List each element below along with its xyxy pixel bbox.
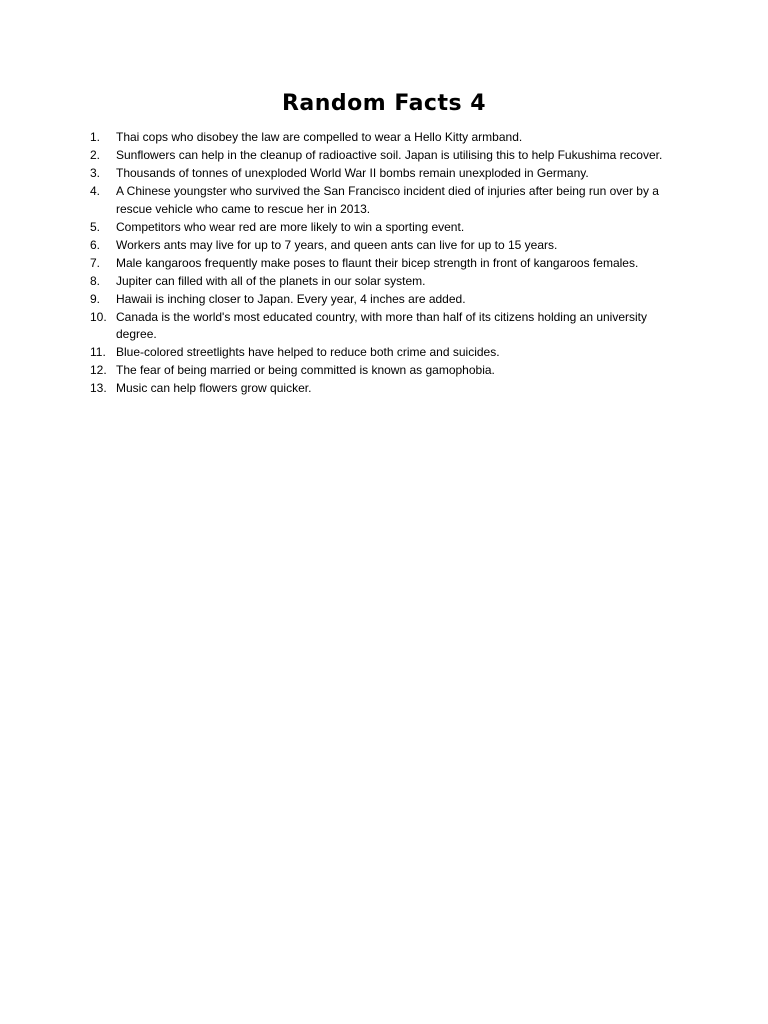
- list-item: [90, 147, 690, 165]
- list-item: [90, 273, 690, 291]
- list-item: [90, 129, 690, 147]
- list-item: [90, 165, 690, 183]
- list-item-text: Blue-colored streetlights have helped to reduce both crime and suicides.: [116, 345, 500, 359]
- list-item: [90, 183, 690, 218]
- list-item-number: 3.: [90, 166, 101, 180]
- list-item: [90, 255, 690, 273]
- list-item-number: 6.: [90, 237, 101, 252]
- list-item-text: Workers ants may live for up to 7 years, and queen ants can live for up to 15 years.: [116, 237, 558, 252]
- list-item-text: The fear of being married or being committed is known as gamophobia.: [116, 363, 495, 377]
- list-item: [90, 309, 690, 344]
- list-item-number: 8.: [90, 273, 101, 288]
- list-item-text: Male kangaroos frequently make poses to flaunt their bicep strength in front of kangaroos females.: [116, 255, 639, 270]
- list-item-text: Thousands of tonnes of unexploded World War II bombs remain unexploded in Germany.: [116, 166, 589, 180]
- page-title: Random Facts 4: [281, 91, 487, 116]
- list-item-text: Hawaii is inching closer to Japan. Every year, 4 inches are added.: [116, 291, 466, 306]
- list-item-number: 9.: [90, 291, 101, 306]
- list-item: [90, 219, 690, 237]
- list-item-number: 11.: [90, 345, 106, 359]
- list-item-text: A Chinese youngster who survived the San Francisco incident died of injuries after being run over by a rescue vehicle who came to rescue her in 2013.: [116, 184, 659, 216]
- list-item-text: Music can help flowers grow quicker.: [116, 381, 312, 395]
- facts-list: [90, 129, 690, 398]
- list-item: [90, 362, 690, 380]
- list-item-number: 5.: [90, 219, 101, 234]
- list-item: [90, 291, 690, 309]
- list-item-text: Competitors who wear red are more likely to win a sporting event.: [116, 219, 465, 234]
- list-item-number: 10.: [90, 309, 107, 324]
- list-item: [90, 380, 690, 398]
- list-item-number: 7.: [90, 255, 101, 270]
- list-item: [90, 237, 690, 255]
- list-item-text: Thai cops who disobey the law are compelled to wear a Hello Kitty armband.: [116, 130, 523, 144]
- list-item-text: Sunflowers can help in the cleanup of radioactive soil. Japan is utilising this to help Fukushima recover.: [116, 148, 663, 162]
- list-item-number: 12.: [90, 363, 107, 377]
- list-item-number: 4.: [90, 184, 101, 198]
- list-item-text: Canada is the world's most educated country, with more than half of its citizens holding an university degree.: [116, 309, 648, 341]
- list-item-number: 13.: [90, 381, 107, 395]
- list-item-number: 2.: [90, 148, 101, 162]
- list-item-number: 1.: [90, 130, 101, 144]
- list-item: [90, 344, 690, 362]
- list-item-text: Jupiter can filled with all of the planets in our solar system.: [116, 273, 426, 288]
